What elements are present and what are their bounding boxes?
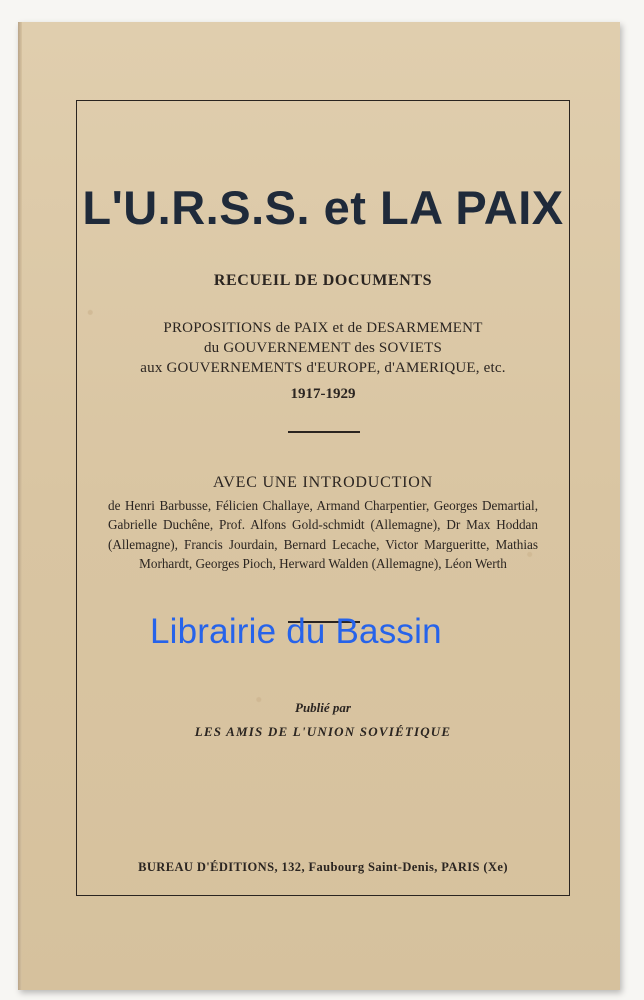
introduction-heading: AVEC UNE INTRODUCTION bbox=[212, 474, 434, 491]
published-by-label: Publié par bbox=[295, 700, 351, 715]
publisher-name: LES AMIS DE L'UNION SOVIÉTIQUE bbox=[194, 724, 452, 739]
book-subtitle: RECUEIL DE DOCUMENTS bbox=[213, 272, 433, 289]
propositions-line-3: aux GOUVERNEMENTS d'EUROPE, d'AMERIQUE, etc. bbox=[140, 360, 506, 376]
bookseller-watermark: Librairie du Bassin bbox=[150, 612, 442, 651]
propositions-block bbox=[76, 318, 570, 378]
authors-list: de Henri Barbusse, Félicien Challaye, Armand Charpentier, Georges Demartial, Gabrielle Duchêne, Prof. Alfons Gold-schmidt (Allemagne), Dr Max Hoddan (Allemagne), Francis Jourdain, Bernard Lecache, Victor Margueritte, Mathias Morhardt, Georges Pioch, Herward Walden (Allemagne), Léon Werth bbox=[108, 498, 538, 572]
publisher-address: BUREAU D'ÉDITIONS, 132, Faubourg Saint-Denis, PARIS (Xe) bbox=[138, 860, 508, 874]
propositions-line-1: PROPOSITIONS de PAIX et de DESARMEMENT bbox=[163, 320, 483, 336]
cover-edge bbox=[18, 22, 22, 990]
propositions-line-2: du GOUVERNEMENT des SOVIETS bbox=[203, 340, 443, 356]
divider-rule-top bbox=[288, 431, 360, 433]
book-title: L'U.R.S.S. et LA PAIX bbox=[82, 181, 564, 234]
years-range: 1917-1929 bbox=[290, 386, 356, 402]
